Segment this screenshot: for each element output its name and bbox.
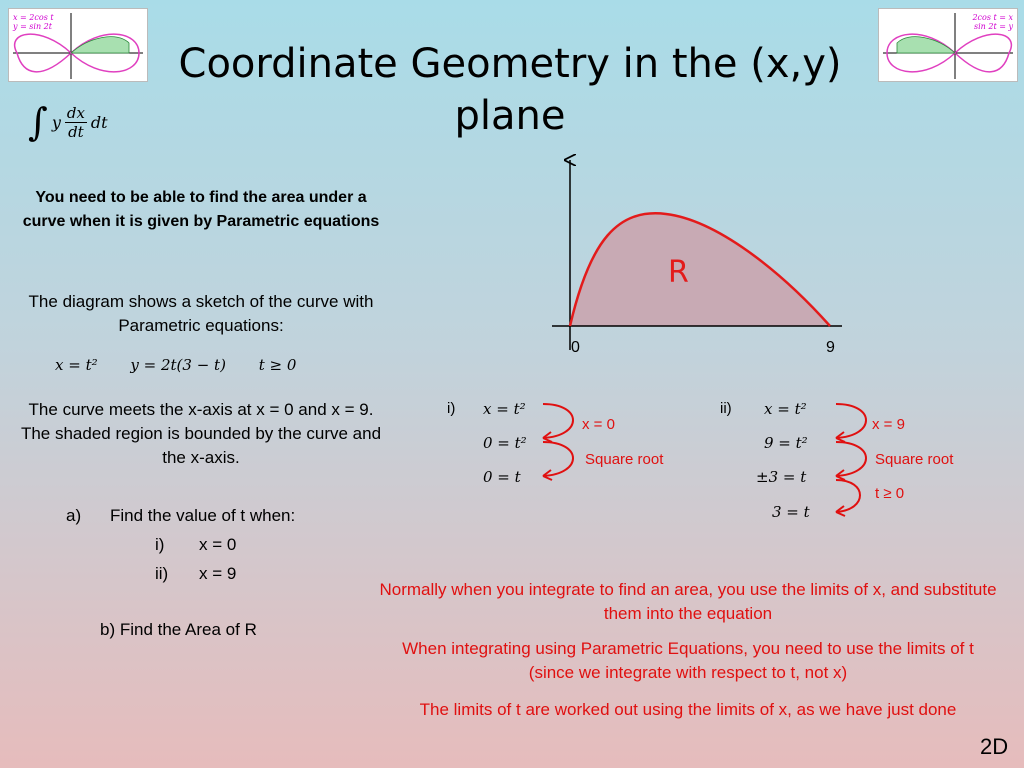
- region-label: R: [668, 255, 689, 290]
- work-ii-arrows: [828, 398, 878, 522]
- equation-t: t ≥ 0: [258, 356, 297, 374]
- x-start-label: 0: [571, 339, 580, 356]
- curve-graph: [548, 150, 858, 360]
- diagram-description: The diagram shows a sketch of the curve with Parametric equations:: [28, 292, 374, 335]
- part-a-ii-text: x = 9: [199, 564, 237, 583]
- thumb-right-caption-1: 2cos t = x: [972, 13, 1013, 22]
- work-ii-note-1: x = 9: [872, 416, 905, 433]
- integral-formula: [28, 94, 108, 150]
- work-ii-note-2: Square root: [875, 451, 954, 468]
- work-i-label: i): [447, 400, 456, 417]
- question-part-a-ii: [155, 564, 236, 584]
- work-i-line-2: 0 = t²: [483, 434, 527, 452]
- work-i-arrows: [535, 398, 585, 488]
- thumb-left-caption-1: x = 2cos t: [13, 13, 54, 22]
- explanation-2: When integrating using Parametric Equations, you need to use the limits of t (since we integrate with respect to t, not x): [402, 639, 974, 682]
- intro-text: You need to be able to find the area under a curve when it is given by Parametric equations: [22, 189, 380, 230]
- work-ii-note-3: t ≥ 0: [875, 485, 905, 502]
- thumb-left-caption-2: y = sin 2t: [13, 22, 52, 31]
- shaded-region: [570, 213, 830, 326]
- part-a-i-text: x = 0: [199, 535, 237, 554]
- work-ii-line-3: ±3 = t: [756, 468, 807, 486]
- fraction-numerator: dx: [66, 103, 85, 122]
- part-a-ii-label: ii): [155, 564, 169, 583]
- integral-dt: dt: [90, 112, 108, 132]
- work-i-note-2: Square root: [585, 451, 664, 468]
- question-part-b: b) Find the Area of R: [100, 620, 257, 639]
- work-i-note-1: x = 0: [582, 416, 615, 433]
- page-number: 2D: [980, 734, 1009, 759]
- thumb-right-caption-2: sin 2t = y: [974, 22, 1013, 31]
- question-part-a: [66, 506, 295, 526]
- thumbnail-right: [878, 8, 1018, 82]
- fraction-denominator: dt: [68, 122, 84, 141]
- thumbnail-left: [8, 8, 148, 82]
- curve-meets-text: The curve meets the x-axis at x = 0 and x = 9. The shaded region is bounded by the curve and the x-axis.: [20, 400, 382, 467]
- explanation-3: The limits of t are worked out using the limits of x, as we have just done: [419, 700, 957, 719]
- equation-y: y = 2t(3 − t): [130, 356, 226, 374]
- work-ii-label: ii): [720, 400, 732, 417]
- part-a-i-label: i): [155, 535, 165, 554]
- work-ii-line-2: 9 = t²: [764, 434, 808, 452]
- explanation-1: Normally when you integrate to find an area, you use the limits of x, and substitute them into the equation: [379, 580, 997, 623]
- integral-fraction: [65, 104, 87, 141]
- part-a-label: a): [66, 506, 82, 525]
- equation-x: x = t²: [55, 356, 98, 374]
- work-i-line-1: x = t²: [483, 400, 526, 418]
- page-title: Coordinate Geometry in the (x,y) plane: [178, 41, 842, 139]
- work-i-line-3: 0 = t: [483, 468, 521, 486]
- integral-sign: ∫: [28, 100, 48, 144]
- question-part-a-i: [155, 535, 236, 555]
- part-a-text: Find the value of t when:: [110, 506, 296, 525]
- work-ii-line-4: 3 = t: [772, 503, 810, 521]
- x-end-label: 9: [826, 339, 835, 356]
- parametric-equations: [55, 356, 324, 374]
- integral-y: y: [51, 112, 61, 132]
- work-ii-line-1: x = t²: [764, 400, 807, 418]
